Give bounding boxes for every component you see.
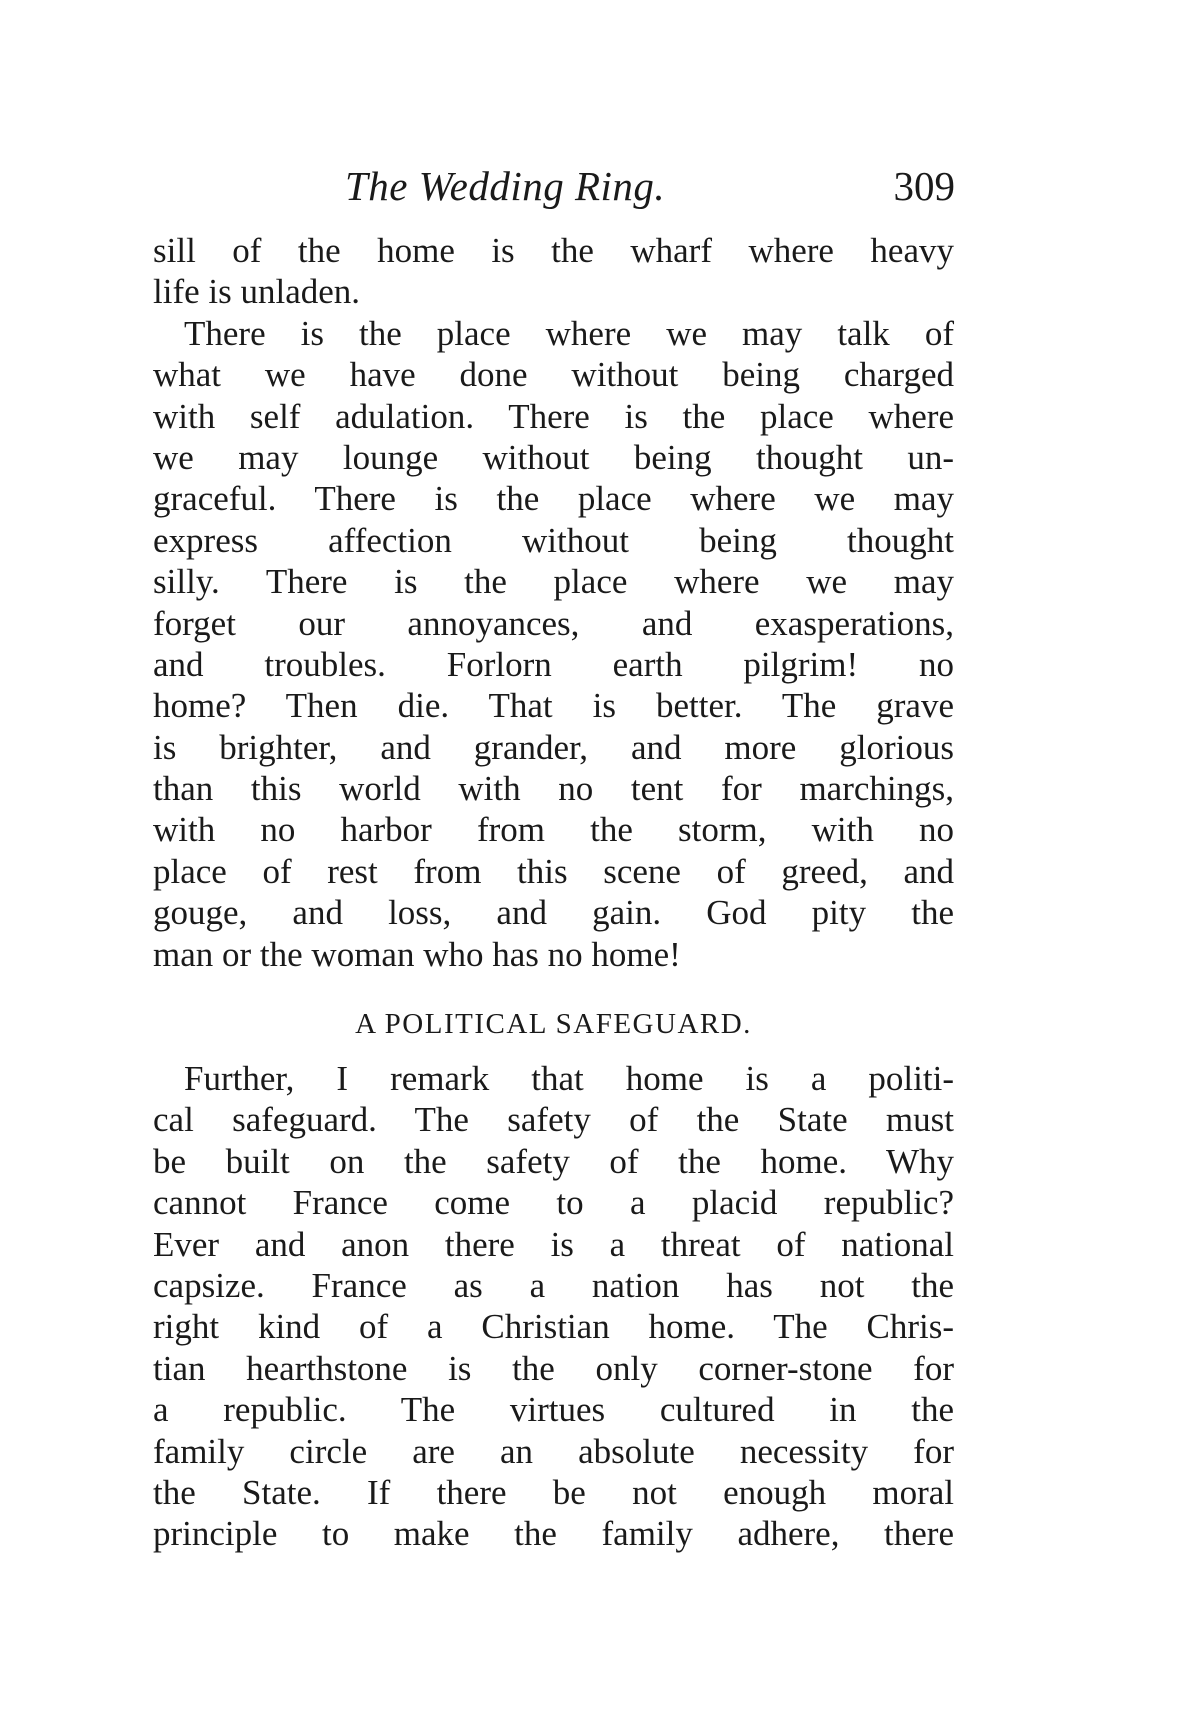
text-line: There is the place where we may talk of	[184, 313, 954, 353]
text-line: cannot France come to a placid republic?	[153, 1183, 954, 1223]
text-line: man or the woman who has no home!	[153, 934, 681, 974]
text-line: with self adulation. There is the place where	[153, 396, 954, 436]
text-line: cal safeguard. The safety of the State must	[153, 1100, 954, 1140]
text-line: a republic. The virtues cultured in the	[153, 1390, 954, 1430]
text-line: life is unladen.	[153, 272, 361, 312]
text-line: is brighter, and grander, and more glorious	[153, 727, 954, 767]
text-line: with no harbor from the storm, with no	[153, 810, 954, 850]
text-line: Further, I remark that home is a politi-	[184, 1059, 954, 1098]
text-line: tian hearthstone is the only corner-stone for	[153, 1348, 954, 1388]
paragraph-block-1	[153, 230, 954, 975]
text-line: and troubles. Forlorn earth pilgrim! no	[153, 644, 954, 684]
running-title: The Wedding Ring.	[345, 163, 666, 209]
text-line: the State. If there be not enough moral	[153, 1472, 954, 1512]
text-line: capsize. France as a nation has not the	[153, 1265, 954, 1305]
text-line: place of rest from this scene of greed, and	[153, 851, 954, 891]
text-line: right kind of a Christian home. The Chris-	[153, 1307, 954, 1347]
text-line: than this world with no tent for marchings,	[153, 769, 954, 809]
paragraph-block-2	[153, 1058, 954, 1555]
page-number: 309	[893, 163, 955, 209]
text-line: family circle are an absolute necessity for	[153, 1431, 954, 1471]
text-line: silly. There is the place where we may	[153, 562, 954, 602]
text-line: sill of the home is the wharf where heavy	[153, 231, 954, 270]
text-line: we may lounge without being thought un-	[153, 437, 954, 477]
text-line: graceful. There is the place where we may	[153, 479, 954, 519]
text-line: forget our annoyances, and exasperations,	[153, 603, 954, 643]
text-line: home? Then die. That is better. The grave	[153, 686, 954, 726]
text-line: express affection without being thought	[153, 520, 954, 560]
text-line: gouge, and loss, and gain. God pity the	[153, 893, 954, 933]
running-header	[345, 158, 955, 214]
section-heading: A POLITICAL SAFEGUARD.	[355, 1008, 752, 1040]
text-line: Ever and anon there is a threat of national	[153, 1224, 954, 1264]
text-line: be built on the safety of the home. Why	[153, 1141, 954, 1181]
text-line: what we have done without being charged	[153, 355, 954, 395]
text-line: principle to make the family adhere, there	[153, 1514, 954, 1554]
